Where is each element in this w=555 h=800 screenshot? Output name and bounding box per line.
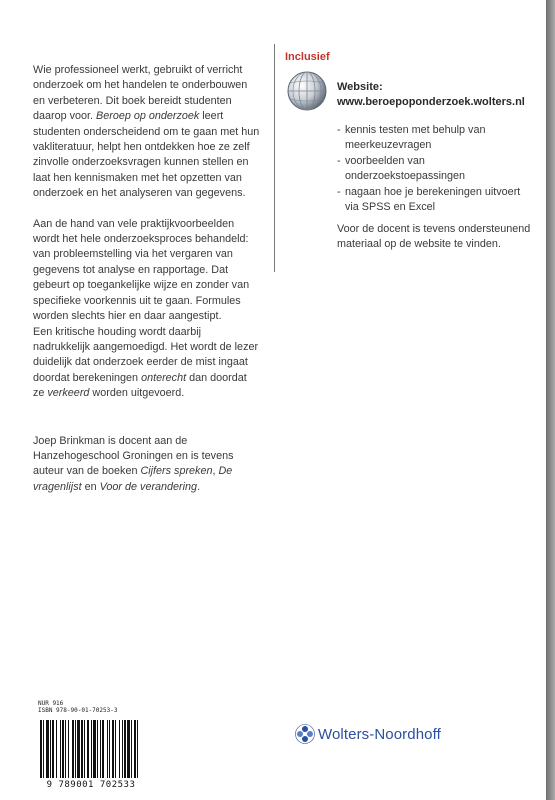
list-item bbox=[337, 123, 537, 154]
spine-edge bbox=[546, 0, 555, 800]
inclusief-heading: Inclusief bbox=[285, 51, 330, 63]
author-book-3: Voor de verandering bbox=[99, 480, 198, 493]
feature-text: nagaan hoe je berekeningen uitvoert via SPSS en Excel bbox=[345, 185, 521, 214]
column-divider bbox=[274, 44, 275, 272]
intro-text-cont: leert studenten onderscheidend om te gaan met hun vakliteratuur, helpt hen ontdekken hoe ze zelf zinvolle onderzoeksvragen kunnen stellen en laat hen kennismaken met het opzetten van onderzoek en het analyseren van gegevens. bbox=[33, 110, 260, 200]
author-bio bbox=[33, 434, 261, 496]
process-paragraph: Aan de hand van vele praktijkvoorbeelden wordt het hele onderzoeksproces behandeld: van probleemstelling via het vergaren van gegevens tot analyse en rapportage. Dat gebeurt op toegankelijke wijze en zonder van specifieke voorkennis uit te gaan. Formules worden slechts hier en daar aangestipt. bbox=[33, 217, 250, 323]
isbn-code: ISBN 978-90-01-70253-3 bbox=[38, 707, 118, 714]
list-item bbox=[337, 185, 537, 216]
author-sep-1: , bbox=[212, 465, 219, 478]
website-block bbox=[337, 80, 537, 110]
feature-list bbox=[337, 123, 537, 215]
book-title-inline: Beroep op onderzoek bbox=[96, 110, 200, 123]
author-end: . bbox=[197, 480, 201, 493]
inclusief-column bbox=[285, 50, 531, 251]
nur-code: NUR 916 bbox=[38, 700, 64, 707]
barcode-number: 9 789001 702533 bbox=[46, 780, 136, 790]
website-label: Website: bbox=[337, 81, 383, 93]
description-column bbox=[33, 63, 261, 495]
feature-text: voorbeelden van onderzoekstoepassingen bbox=[345, 154, 466, 183]
dash: - bbox=[337, 154, 341, 167]
publisher-logo bbox=[295, 722, 441, 746]
publisher-name: Wolters-Noordhoff bbox=[318, 725, 441, 743]
feature-text: kennis testen met behulp van meerkeuzevragen bbox=[345, 124, 486, 152]
author-book-1: Cijfers spreken bbox=[140, 465, 213, 478]
critical-paragraph bbox=[33, 325, 261, 402]
intro-paragraph bbox=[33, 63, 261, 202]
author-book-2: De vragenlijst bbox=[33, 465, 233, 493]
critical-text: Een kritische houding wordt daarbij nadrukkelijk aangemoedigd. Het wordt de lezer duidelijk dat onderzoek eerder de mist ingaat doordat berekeningen bbox=[33, 325, 259, 384]
dash: - bbox=[337, 124, 341, 136]
emphasis-verkeerd: verkeerd bbox=[47, 387, 90, 400]
author-text: Joep Brinkman is docent aan de Hanzehogeschool Groningen en is tevens auteur van de boeken bbox=[33, 434, 234, 478]
list-item bbox=[337, 154, 537, 185]
dash: - bbox=[337, 185, 341, 198]
intro-text: Wie professioneel werkt, gebruikt of verricht onderzoek om het handelen te onderbouwen en verbeteren. Dit boek bereidt studenten daarop voor. bbox=[33, 64, 248, 123]
docent-note: Voor de docent is tevens ondersteunend materiaal op de website te vinden. bbox=[337, 223, 531, 251]
barcode-icon bbox=[32, 720, 150, 780]
wolters-kluwer-logo-icon bbox=[295, 724, 315, 744]
critical-text-end: worden uitgevoerd. bbox=[89, 387, 185, 400]
website-url[interactable]: www.beroepoponderzoek.wolters.nl bbox=[337, 96, 525, 108]
globe-icon bbox=[286, 70, 328, 112]
emphasis-onterecht: onterecht bbox=[141, 371, 187, 384]
author-sep-2: en bbox=[81, 480, 100, 493]
critical-text-mid: dan doordat ze bbox=[33, 371, 247, 400]
barcode-block bbox=[32, 700, 150, 790]
